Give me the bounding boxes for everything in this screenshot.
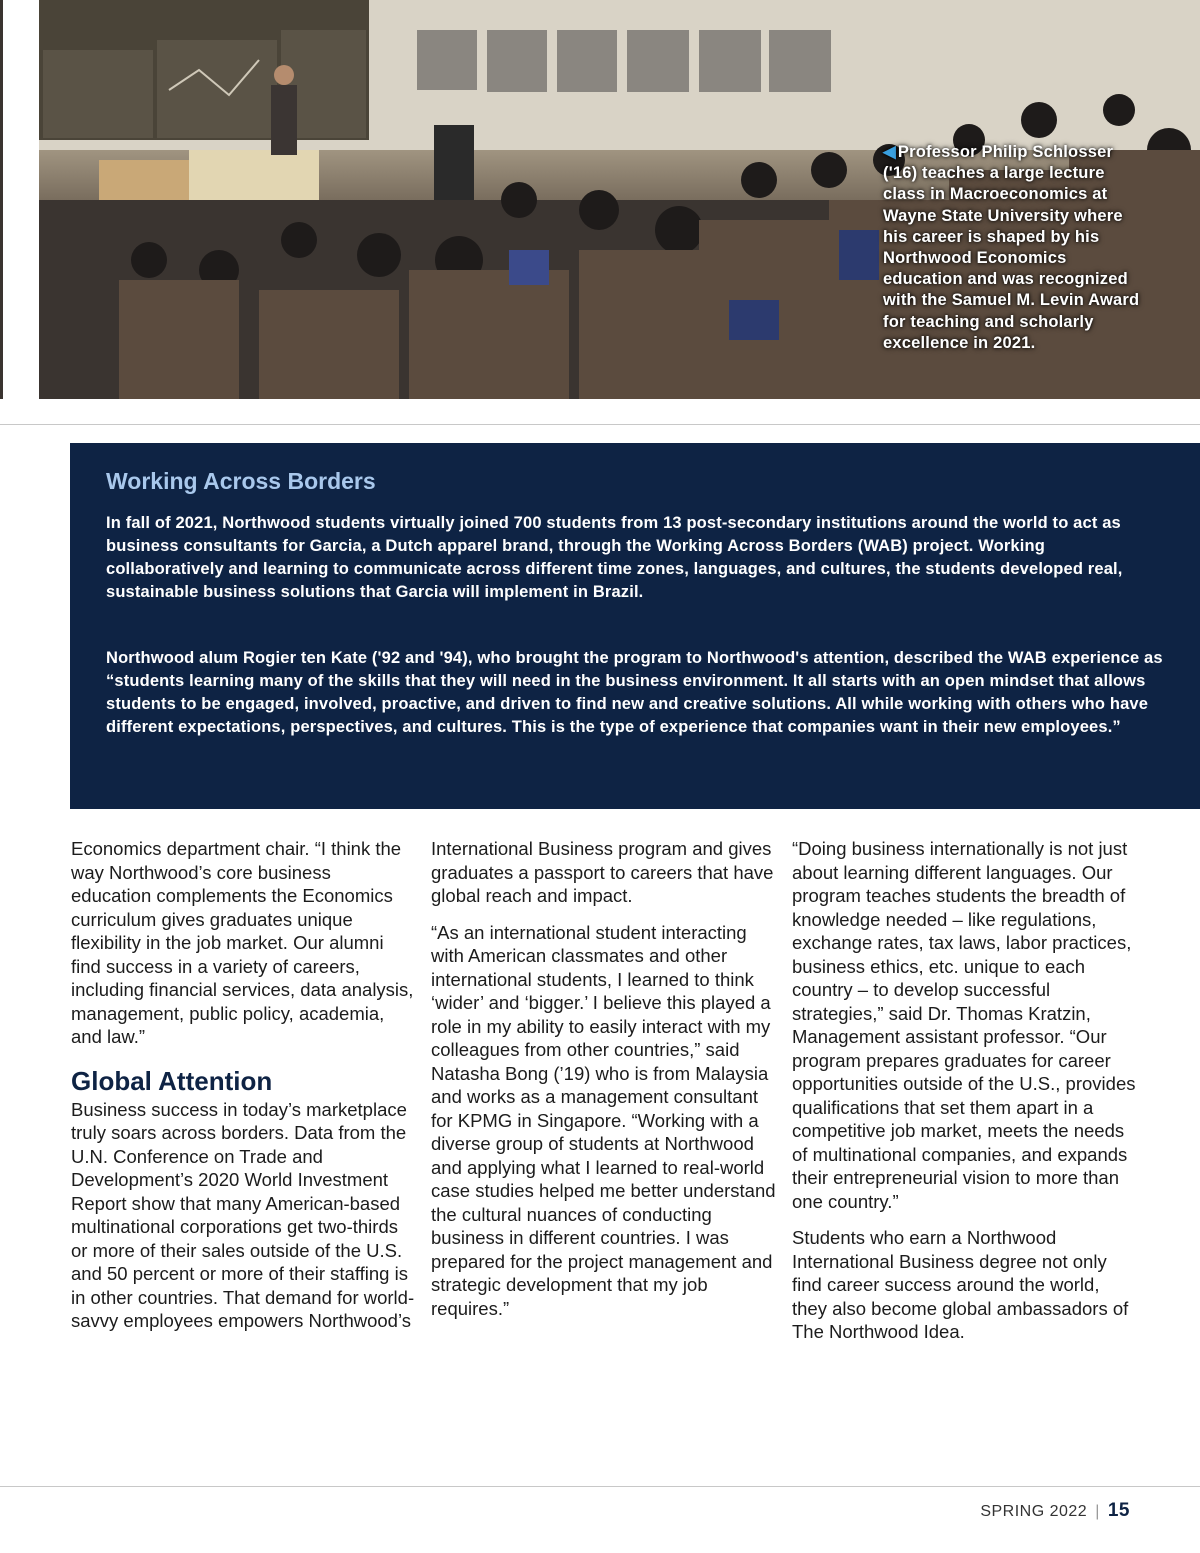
caption-arrow-icon: ◀ xyxy=(883,143,896,161)
lecture-photo xyxy=(39,0,1200,399)
issue-label: SPRING 2022 xyxy=(980,1503,1088,1520)
article-paragraph: Business success in today’s marketplace truly soars across borders. Data from the U.N. Conference on Trade and Development’s 2020 World Investment Report show that many American-based multinational corporations get two-thirds or more of their sales outside of the U.S. and 50 percent or more of their staffing is in other countries. That demand for world-savvy employees empowers Northwood’s xyxy=(71,1098,415,1331)
photo-caption xyxy=(883,142,1148,354)
article-column xyxy=(792,837,1137,1357)
page-number: 15 xyxy=(1107,1500,1130,1521)
sidebar-paragraph: In fall of 2021, Northwood students virtually joined 700 students from 13 post-secondary institutions around the world to act as business consultants for Garcia, a Dutch apparel brand, through the Working Across Borders (WAB) project. Working collaboratively and learning to communicate across different time zones, languages, and cultures, the students developed real, sustainable business solutions that Garcia will implement in Brazil. xyxy=(106,514,1123,601)
caption-text: Professor Philip Schlosser ('16) teaches a large lecture class in Macroeconomics at Wayne State University where his career is shaped by his Northwood Economics education and was recognized with the Samuel M. Levin Award for teaching and scholarly excellence in 2021. xyxy=(883,143,1140,352)
page-footer xyxy=(980,1500,1130,1522)
article-paragraph: International Business program and gives graduates a passport to careers that have global reach and impact. xyxy=(431,838,774,906)
article-paragraph: Students who earn a Northwood International Business degree not only find career success around the world, they also become global ambassadors of The Northwood Idea. xyxy=(792,1227,1129,1342)
article-column xyxy=(431,837,776,1333)
divider xyxy=(0,424,1200,425)
footer-separator: | xyxy=(1095,1503,1100,1520)
footer-divider xyxy=(0,1486,1200,1487)
article-paragraph: “Doing business internationally is not just about learning different languages. Our program teaches students the breadth of knowledge needed – like regulations, exchange rates, tax laws, labor practices, business ethics, etc. unique to each country – to develop successful strategies,” said Dr. Thomas Kratzin, Management assistant professor. “Our program prepares graduates for career opportunities outside of the U.S., provides qualifications that set them apart in a competitive job market, meets the needs of multinational companies, and expands their entrepreneurial vision to more than one country.” xyxy=(792,838,1136,1212)
sidebar-title: Working Across Borders xyxy=(106,468,376,494)
section-heading: Global Attention xyxy=(71,1065,273,1096)
sidebar-paragraph: Northwood alum Rogier ten Kate ('92 and '94), who brought the program to Northwood's attention, described the WAB experience as “students learning many of the skills that they will need in the business environment. It all starts with an open mindset that allows students to be engaged, involved, proactive, and driven to find new and creative solutions. All while working with others who have different expectations, perspectives, and cultures. This is the type of experience that companies want in their new employees.” xyxy=(106,649,1163,736)
article-paragraph: Economics department chair. “I think the way Northwood’s core business education complements the Economics curriculum gives graduates unique flexibility in the job market. Our alumni find success in a variety of careers, including financial services, data analysis, management, public policy, academia, and law.” xyxy=(71,838,414,1047)
working-across-borders-sidebar xyxy=(70,443,1200,809)
page-edge xyxy=(0,0,3,399)
article-paragraph: “As an international student interacting with American classmates and other international students, I learned to think ‘wider’ and ‘bigger.’ I believe this played a role in my ability to easily interact with my colleagues from other countries,” said Natasha Bong (’19) who is from Malaysia and works as a management consultant for KPMG in Singapore. “Working with a diverse group of students at Northwood and applying what I learned to real-world case studies helped me better understand the cultural nuances of conducting business in different countries. I was prepared for the project management and strategic development that my job requires.” xyxy=(431,921,776,1319)
article-column xyxy=(71,837,416,1346)
